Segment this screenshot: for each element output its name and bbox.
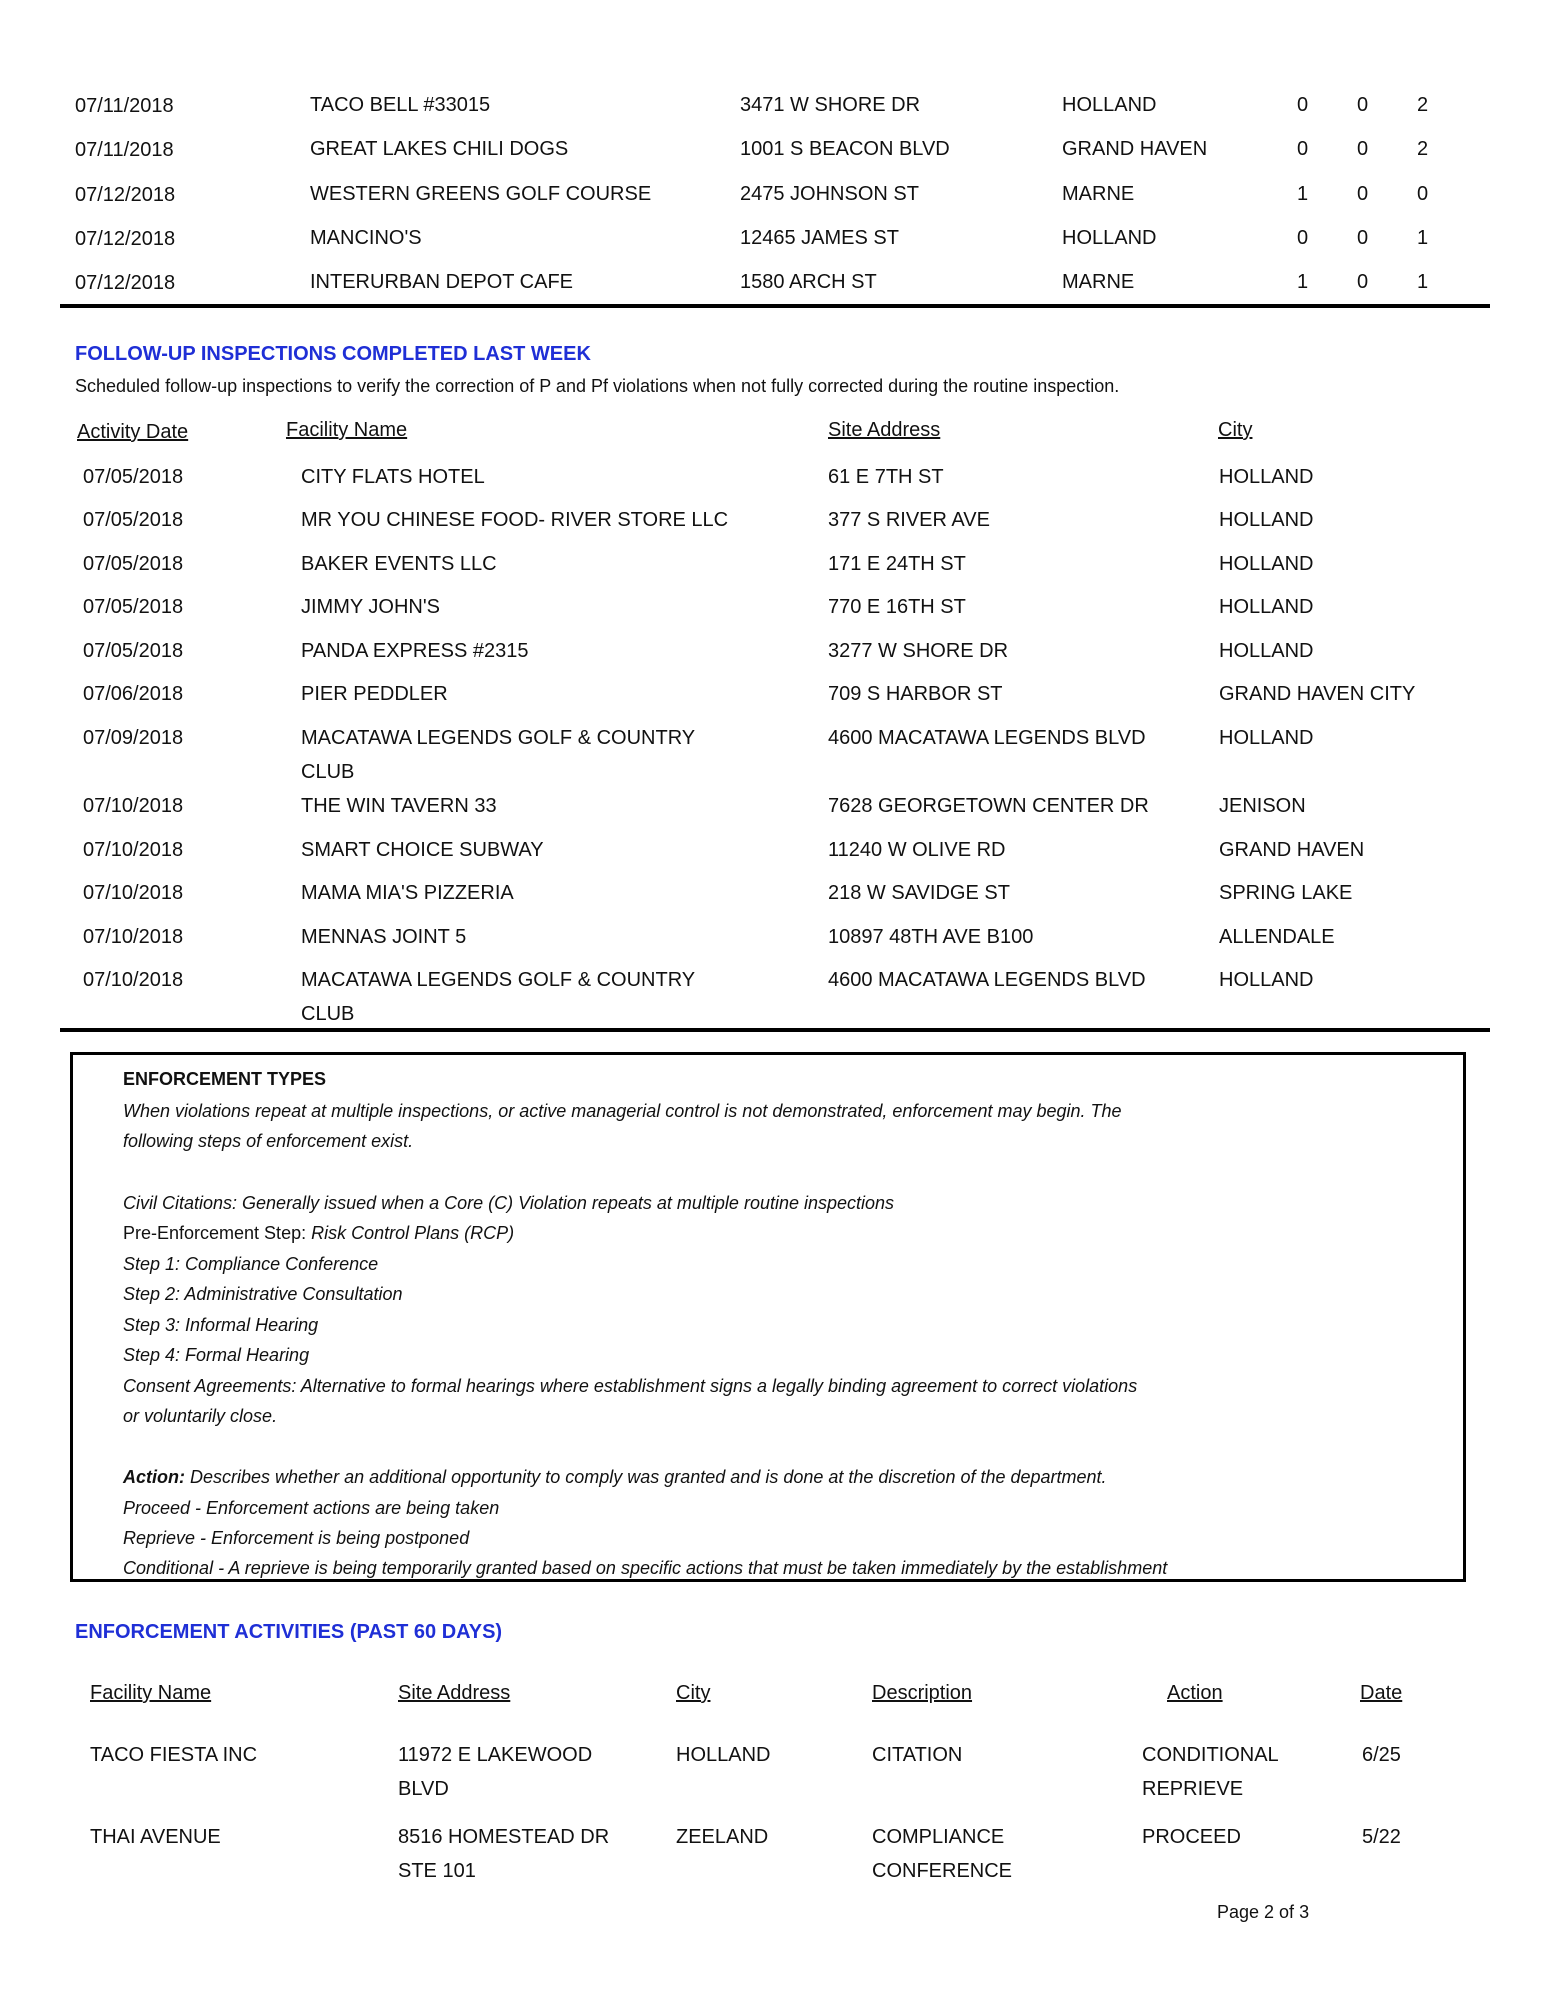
facility-name: SMART CHOICE SUBWAY xyxy=(301,839,544,861)
site-address: 3277 W SHORE DR xyxy=(828,640,1009,662)
city: MARNE xyxy=(1062,271,1135,293)
action-text: Describes whether an additional opportunity to comply was granted and is done at the discretion of the department. xyxy=(185,1467,1107,1487)
activity-date: 07/06/2018 xyxy=(83,683,184,705)
city: GRAND HAVEN CITY xyxy=(1219,683,1416,705)
column-header-city: City xyxy=(676,1682,711,1704)
count-2: 0 xyxy=(1357,94,1369,116)
enforcement-types-box xyxy=(70,1052,1466,1582)
city: HOLLAND xyxy=(1219,596,1314,618)
pre-enforcement-step xyxy=(123,1223,514,1244)
city: HOLLAND xyxy=(1219,553,1314,575)
count-1: 0 xyxy=(1297,94,1309,116)
action-definition xyxy=(123,1467,1107,1488)
description: CITATION xyxy=(872,1744,963,1766)
site-address: 709 S HARBOR ST xyxy=(828,683,1003,705)
count-3: 0 xyxy=(1417,183,1429,205)
activity-date: 07/05/2018 xyxy=(83,509,184,531)
activity-date: 07/10/2018 xyxy=(83,882,184,904)
action-continued: REPRIEVE xyxy=(1142,1778,1244,1800)
facility-name: MACATAWA LEGENDS GOLF & COUNTRY xyxy=(301,727,696,749)
facility-name: INTERURBAN DEPOT CAFE xyxy=(310,271,573,293)
section-title: ENFORCEMENT ACTIVITIES (PAST 60 DAYS) xyxy=(75,1621,503,1643)
city: GRAND HAVEN xyxy=(1219,839,1365,861)
count-3: 1 xyxy=(1417,271,1429,293)
site-address: 11972 E LAKEWOOD xyxy=(398,1744,593,1766)
site-address: 770 E 16TH ST xyxy=(828,596,966,618)
intro-text-continued: following steps of enforcement exist. xyxy=(123,1131,414,1151)
page-number: Page 2 of 3 xyxy=(1217,1902,1310,1922)
activity-date: 07/09/2018 xyxy=(83,727,184,749)
activity-date: 07/10/2018 xyxy=(83,839,184,861)
activity-date: 07/12/2018 xyxy=(75,184,176,206)
reprieve-definition: Reprieve - Enforcement is being postponed xyxy=(123,1528,470,1548)
city: HOLLAND xyxy=(1062,227,1157,249)
facility-name: PIER PEDDLER xyxy=(301,683,448,705)
activity-date: 07/05/2018 xyxy=(83,553,184,575)
activity-date: 07/11/2018 xyxy=(75,139,174,161)
facility-name: TACO BELL #33015 xyxy=(310,94,491,116)
site-address: 1001 S BEACON BLVD xyxy=(740,138,950,160)
city: ALLENDALE xyxy=(1219,926,1335,948)
column-header-site-address: Site Address xyxy=(398,1682,511,1704)
count-1: 1 xyxy=(1297,271,1309,293)
box-title: ENFORCEMENT TYPES xyxy=(123,1069,327,1089)
conditional-definition: Conditional - A reprieve is being temporarily granted based on specific actions that must be taken immediately by the establishment xyxy=(123,1558,1168,1578)
step-4-text: Step 4: Formal Hearing xyxy=(123,1345,310,1365)
intro-text: When violations repeat at multiple inspections, or active managerial control is not demonstrated, enforcement may begin. The xyxy=(123,1101,1122,1121)
date: 5/22 xyxy=(1362,1826,1401,1848)
city: HOLLAND xyxy=(1219,640,1314,662)
consent-agreements-text-continued: or voluntarily close. xyxy=(123,1406,278,1426)
site-address: 12465 JAMES ST xyxy=(740,227,899,249)
activity-date: 07/12/2018 xyxy=(75,228,176,250)
site-address: 1580 ARCH ST xyxy=(740,271,877,293)
count-2: 0 xyxy=(1357,227,1369,249)
facility-name-continued: CLUB xyxy=(301,1003,355,1025)
action: PROCEED xyxy=(1142,1826,1241,1848)
facility-name: THE WIN TAVERN 33 xyxy=(301,795,497,817)
city: GRAND HAVEN xyxy=(1062,138,1208,160)
count-3: 1 xyxy=(1417,227,1429,249)
activity-date: 07/05/2018 xyxy=(83,640,184,662)
facility-name: PANDA EXPRESS #2315 xyxy=(301,640,529,662)
facility-name: WESTERN GREENS GOLF COURSE xyxy=(310,183,652,205)
site-address: 7628 GEORGETOWN CENTER DR xyxy=(828,795,1149,817)
action-label: Action: xyxy=(123,1467,185,1487)
action: CONDITIONAL xyxy=(1142,1744,1279,1766)
site-address: 8516 HOMESTEAD DR xyxy=(398,1826,610,1848)
facility-name: MAMA MIA'S PIZZERIA xyxy=(301,882,514,904)
city: MARNE xyxy=(1062,183,1135,205)
site-address: 2475 JOHNSON ST xyxy=(740,183,919,205)
column-header-date: Date xyxy=(1360,1682,1403,1704)
pre-enforcement-label: Pre-Enforcement Step: xyxy=(123,1223,312,1243)
city: JENISON xyxy=(1219,795,1306,817)
city: SPRING LAKE xyxy=(1219,882,1353,904)
step-1-text: Step 1: Compliance Conference xyxy=(123,1254,379,1274)
proceed-definition: Proceed - Enforcement actions are being taken xyxy=(123,1498,500,1518)
city: HOLLAND xyxy=(1219,969,1314,991)
city: HOLLAND xyxy=(1219,509,1314,531)
count-1: 0 xyxy=(1297,227,1309,249)
column-header-city: City xyxy=(1218,419,1253,441)
site-address: 171 E 24TH ST xyxy=(828,553,966,575)
pre-enforcement-value: Risk Control Plans (RCP) xyxy=(311,1223,515,1243)
site-address: 377 S RIVER AVE xyxy=(828,509,990,531)
column-header-facility-name: Facility Name xyxy=(286,419,408,441)
description-continued: CONFERENCE xyxy=(872,1860,1013,1882)
site-address: 61 E 7TH ST xyxy=(828,466,944,488)
column-header-facility-name: Facility Name xyxy=(90,1682,212,1704)
facility-name: MANCINO'S xyxy=(310,227,422,249)
facility-name: CITY FLATS HOTEL xyxy=(301,466,485,488)
site-address: 218 W SAVIDGE ST xyxy=(828,882,1010,904)
site-address: 10897 48TH AVE B100 xyxy=(828,926,1034,948)
site-address: 3471 W SHORE DR xyxy=(740,94,921,116)
description: COMPLIANCE xyxy=(872,1826,1005,1848)
site-address: 11240 W OLIVE RD xyxy=(828,839,1006,861)
city: ZEELAND xyxy=(676,1826,769,1848)
activity-date: 07/05/2018 xyxy=(83,466,184,488)
date: 6/25 xyxy=(1362,1744,1401,1766)
facility-name: MENNAS JOINT 5 xyxy=(301,926,467,948)
facility-name-continued: CLUB xyxy=(301,761,355,783)
count-1: 0 xyxy=(1297,138,1309,160)
facility-name: THAI AVENUE xyxy=(90,1826,221,1848)
section-title: FOLLOW-UP INSPECTIONS COMPLETED LAST WEEK xyxy=(75,343,591,365)
column-header-action: Action xyxy=(1167,1682,1223,1704)
count-2: 0 xyxy=(1357,183,1369,205)
column-header-site-address: Site Address xyxy=(828,419,941,441)
facility-name: MR YOU CHINESE FOOD- RIVER STORE LLC xyxy=(301,509,729,531)
count-3: 2 xyxy=(1417,138,1429,160)
site-address-continued: STE 101 xyxy=(398,1860,476,1882)
city: HOLLAND xyxy=(1219,466,1314,488)
city: HOLLAND xyxy=(1062,94,1157,116)
facility-name: TACO FIESTA INC xyxy=(90,1744,258,1766)
consent-agreements-text: Consent Agreements: Alternative to formal hearings where establishment signs a legally binding agreement to correct violations xyxy=(123,1376,1138,1396)
section-description: Scheduled follow-up inspections to verify the correction of P and Pf violations when not fully corrected during the routine inspection. xyxy=(75,376,1120,396)
city: HOLLAND xyxy=(676,1744,771,1766)
count-1: 1 xyxy=(1297,183,1309,205)
site-address: 4600 MACATAWA LEGENDS BLVD xyxy=(828,727,1146,749)
section-divider xyxy=(60,1028,1490,1032)
facility-name: MACATAWA LEGENDS GOLF & COUNTRY xyxy=(301,969,696,991)
activity-date: 07/10/2018 xyxy=(83,795,184,817)
activity-date: 07/10/2018 xyxy=(83,969,184,991)
activity-date: 07/10/2018 xyxy=(83,926,184,948)
count-2: 0 xyxy=(1357,138,1369,160)
site-address-continued: BLVD xyxy=(398,1778,449,1800)
civil-citations-text: Civil Citations: Generally issued when a Core (C) Violation repeats at multiple routine inspections xyxy=(123,1193,895,1213)
count-2: 0 xyxy=(1357,271,1369,293)
step-2-text: Step 2: Administrative Consultation xyxy=(123,1284,403,1304)
column-header-description: Description xyxy=(872,1682,973,1704)
site-address: 4600 MACATAWA LEGENDS BLVD xyxy=(828,969,1146,991)
section-divider xyxy=(60,304,1490,308)
activity-date: 07/05/2018 xyxy=(83,596,184,618)
activity-date: 07/12/2018 xyxy=(75,272,176,294)
facility-name: JIMMY JOHN'S xyxy=(301,596,441,618)
step-3-text: Step 3: Informal Hearing xyxy=(123,1315,319,1335)
facility-name: BAKER EVENTS LLC xyxy=(301,553,497,575)
column-header-activity-date: Activity Date xyxy=(77,421,189,443)
city: HOLLAND xyxy=(1219,727,1314,749)
activity-date: 07/11/2018 xyxy=(75,95,174,117)
facility-name: GREAT LAKES CHILI DOGS xyxy=(310,138,569,160)
count-3: 2 xyxy=(1417,94,1429,116)
